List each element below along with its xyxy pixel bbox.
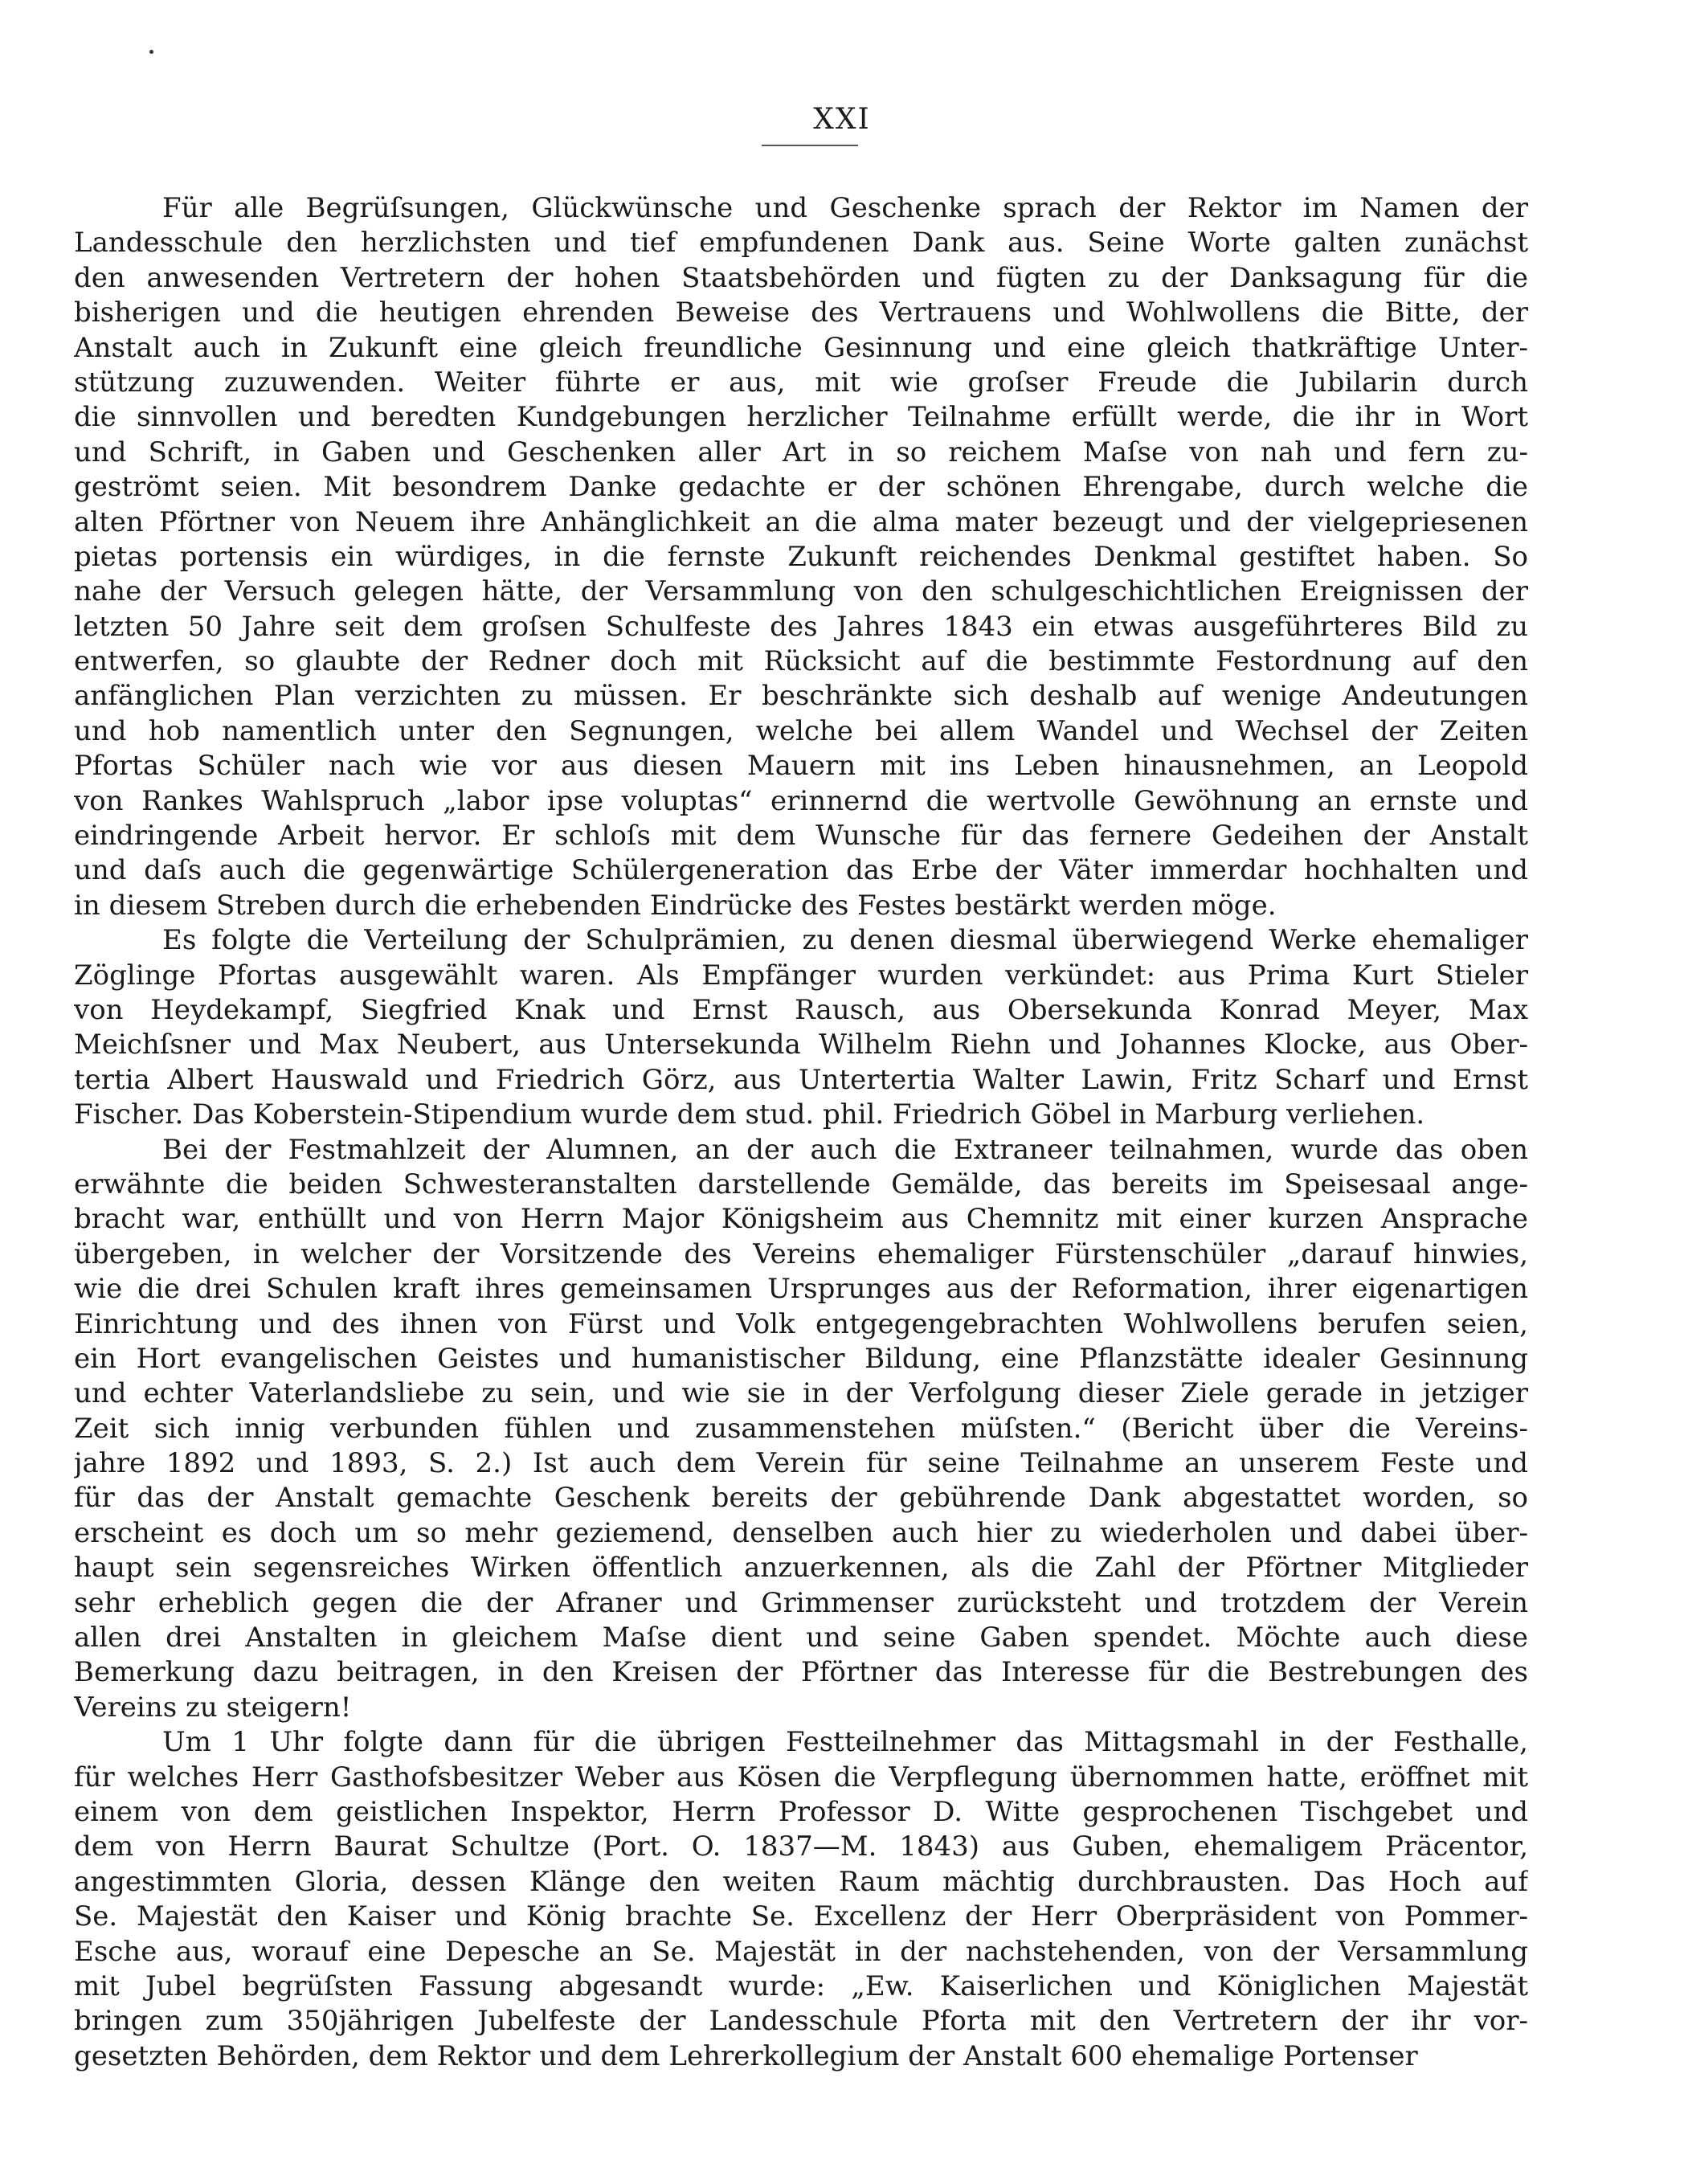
text-line: haupt sein segensreiches Wirken öffentlich anzuerkennen, als die Zahl der Pförtner Mitglieder bbox=[74, 1552, 1528, 1585]
paragraph bbox=[74, 923, 1528, 1132]
text-line: von Heydekampf, Siegfried Knak und Ernst Rausch, aus Obersekunda Konrad Meyer, Max bbox=[74, 993, 1528, 1026]
text-line: Bemerkung dazu beitragen, in den Kreisen der Pförtner das Interesse für die Bestrebungen des bbox=[74, 1656, 1528, 1689]
text-line: Se. Majestät den Kaiser und König brachte Se. Excellenz der Herr Oberpräsident von Pommer- bbox=[74, 1900, 1528, 1933]
text-line: einem von dem geistlichen Inspektor, Herrn Professor D. Witte gesprochenen Tischgebet und bbox=[74, 1795, 1528, 1828]
paragraph bbox=[74, 1725, 1528, 2074]
text-line: und daſs auch die gegenwärtige Schülergeneration das Erbe der Väter immerdar hochhalten und bbox=[74, 854, 1528, 887]
text-line: entwerfen, so glaubte der Redner doch mit Rücksicht auf die bestimmte Festordnung auf den bbox=[74, 645, 1528, 678]
text-line: Landesschule den herzlichsten und tief empfundenen Dank aus. Seine Worte galten zunächst bbox=[74, 227, 1528, 260]
text-line: allen drei Anstalten in gleichem Maſse dient und seine Gaben spendet. Möchte auch diese bbox=[74, 1622, 1528, 1654]
text-line: erscheint es doch um so mehr geziemend, denselben auch hier zu wiederholen und dabei über- bbox=[74, 1516, 1528, 1549]
text-line: angestimmten Gloria, dessen Klänge den weiten Raum mächtig durchbrausten. Das Hoch auf bbox=[74, 1865, 1528, 1898]
text-line: für welches Herr Gasthofsbesitzer Weber aus Kösen die Verpflegung übernommen hatte, eröffnet mit bbox=[74, 1761, 1528, 1793]
text-line: gesetzten Behörden, dem Rektor und dem Lehrerkollegium der Anstalt 600 ehemalige Portenser bbox=[74, 2039, 1418, 2072]
text-line: Pfortas Schüler nach wie vor aus diesen Mauern mit ins Leben hinausnehmen, an Leopold bbox=[74, 750, 1528, 783]
body-text bbox=[74, 191, 1528, 2074]
text-line: Zeit sich innig verbunden fühlen und zusammenstehen müſsten.“ (Bericht über die Vereins- bbox=[74, 1412, 1528, 1445]
text-line: Zöglinge Pfortas ausgewählt waren. Als Empfänger wurden verkündet: aus Prima Kurt Stieler bbox=[74, 959, 1528, 992]
text-line: übergeben, in welcher der Vorsitzende des Vereins ehemaliger Fürstenschüler „darauf hinwies, bbox=[74, 1237, 1528, 1270]
text-line: Einrichtung und des ihnen von Fürst und Volk entgegengebrachten Wohlwollens berufen seien, bbox=[74, 1307, 1528, 1340]
text-line: bringen zum 350jährigen Jubelfeste der Landesschule Pforta mit den Vertretern der ihr vor- bbox=[74, 2005, 1528, 2038]
text-line: und Schrift, in Gaben und Geschenken aller Art in so reichem Maſse von nah und fern zu- bbox=[74, 436, 1528, 468]
text-line: von Rankes Wahlspruch „labor ipse voluptas“ erinnernd die wertvolle Gewöhnung an ernste und bbox=[74, 784, 1528, 817]
text-line: und hob namentlich unter den Segnungen, welche bei allem Wandel und Wechsel der Zeiten bbox=[74, 714, 1528, 747]
text-line: geströmt seien. Mit besondrem Danke gedachte er der schönen Ehrengabe, durch welche die bbox=[74, 471, 1528, 504]
text-line: mit Jubel begrüſsten Fassung abgesandt wurde: „Ew. Kaiserlichen und Königlichen Majestät bbox=[74, 1969, 1528, 2002]
text-line: bisherigen und die heutigen ehrenden Beweise des Vertrauens und Wohlwollens die Bitte, der bbox=[74, 297, 1528, 329]
text-line: tertia Albert Hauswald und Friedrich Görz, aus Untertertia Walter Lawin, Fritz Scharf und Ernst bbox=[74, 1063, 1528, 1096]
text-line: Für alle Begrüſsungen, Glückwünsche und Geschenke sprach der Rektor im Namen der bbox=[162, 192, 1528, 224]
text-line: sehr erheblich gegen die der Afraner und Grimmenser zurücksteht und trotzdem der Verein bbox=[74, 1586, 1528, 1619]
text-line: pietas portensis ein würdiges, in die fernste Zukunft reichendes Denkmal gestiftet haben. So bbox=[74, 540, 1528, 573]
text-line: wie die drei Schulen kraft ihres gemeinsamen Ursprunges aus der Reformation, ihrer eigenartigen bbox=[74, 1273, 1528, 1306]
text-line: ein Hort evangelischen Geistes und humanistischer Bildung, eine Pflanzstätte idealer Gesinnung bbox=[74, 1342, 1528, 1375]
text-line: eindringende Arbeit hervor. Er schloſs mit dem Wunsche für das fernere Gedeihen der Anstalt bbox=[74, 820, 1528, 853]
text-line: Vereins zu steigern! bbox=[74, 1691, 352, 1724]
text-line: anfänglichen Plan verzichten zu müssen. Er beschränkte sich deshalb auf wenige Andeutungen bbox=[74, 680, 1528, 713]
text-line: alten Pförtner von Neuem ihre Anhänglichkeit an die alma mater bezeugt und der vielgepriesenen bbox=[74, 505, 1528, 538]
text-line: erwähnte die beiden Schwesteranstalten darstellende Gemälde, das bereits im Speisesaal ange- bbox=[74, 1168, 1528, 1200]
text-line: nahe der Versuch gelegen hätte, der Versammlung von den schulgeschichtlichen Ereignissen der bbox=[74, 575, 1528, 608]
text-line: bracht war, enthüllt und von Herrn Major Königsheim aus Chemnitz mit einer kurzen Ansprache bbox=[74, 1203, 1528, 1236]
text-line: und echter Vaterlandsliebe zu sein, und wie sie in der Verfolgung dieser Ziele gerade in jetziger bbox=[74, 1377, 1528, 1410]
text-line: Bei der Festmahlzeit der Alumnen, an der auch die Extraneer teilnahmen, wurde das oben bbox=[162, 1133, 1528, 1166]
text-line: den anwesenden Vertretern der hohen Staatsbehörden und fügten zu der Danksagung für die bbox=[74, 261, 1528, 294]
text-line: letzten 50 Jahre seit dem groſsen Schulfeste des Jahres 1843 ein etwas ausgeführteres Bild zu bbox=[74, 610, 1528, 643]
page-number-rule bbox=[762, 145, 858, 146]
text-line: Fischer. Das Koberstein-Stipendium wurde dem stud. phil. Friedrich Göbel in Marburg verliehen. bbox=[74, 1098, 1425, 1131]
text-line: Es folgte die Verteilung der Schulprämien, zu denen diesmal überwiegend Werke ehemaliger bbox=[162, 924, 1528, 957]
text-line: Meichſsner und Max Neubert, aus Untersekunda Wilhelm Riehn und Johannes Klocke, aus Ober- bbox=[74, 1029, 1528, 1061]
text-line: dem von Herrn Baurat Schultze (Port. O. 1837—M. 1843) aus Guben, ehemaligem Präcentor, bbox=[74, 1830, 1528, 1863]
text-line: jahre 1892 und 1893, S. 2.) Ist auch dem Verein für seine Teilnahme an unserem Feste und bbox=[74, 1447, 1528, 1480]
text-line: Anstalt auch in Zukunft eine gleich freundliche Gesinnung und eine gleich thatkräftige Unter- bbox=[74, 331, 1528, 364]
text-line: in diesem Streben durch die erhebenden Eindrücke des Festes bestärkt werden möge. bbox=[74, 889, 1277, 922]
text-line: für das der Anstalt gemachte Geschenk bereits der gebührende Dank abgestattet worden, so bbox=[74, 1482, 1528, 1515]
paragraph bbox=[74, 1133, 1528, 1726]
text-line: die sinnvollen und beredten Kundgebungen herzlicher Teilnahme erfüllt werde, die ihr in Wort bbox=[74, 401, 1528, 434]
print-speck bbox=[149, 50, 153, 54]
text-line: stützung zuzuwenden. Weiter führte er aus, mit wie groſser Freude die Jubilarin durch bbox=[74, 366, 1528, 399]
page-number: XXI bbox=[813, 103, 871, 136]
paragraph bbox=[74, 191, 1528, 923]
text-line: Um 1 Uhr folgte dann für die übrigen Festteilnehmer das Mittagsmahl in der Festhalle, bbox=[162, 1726, 1528, 1759]
text-line: Esche aus, worauf eine Depesche an Se. Majestät in der nachstehenden, von der Versammlung bbox=[74, 1935, 1528, 1968]
